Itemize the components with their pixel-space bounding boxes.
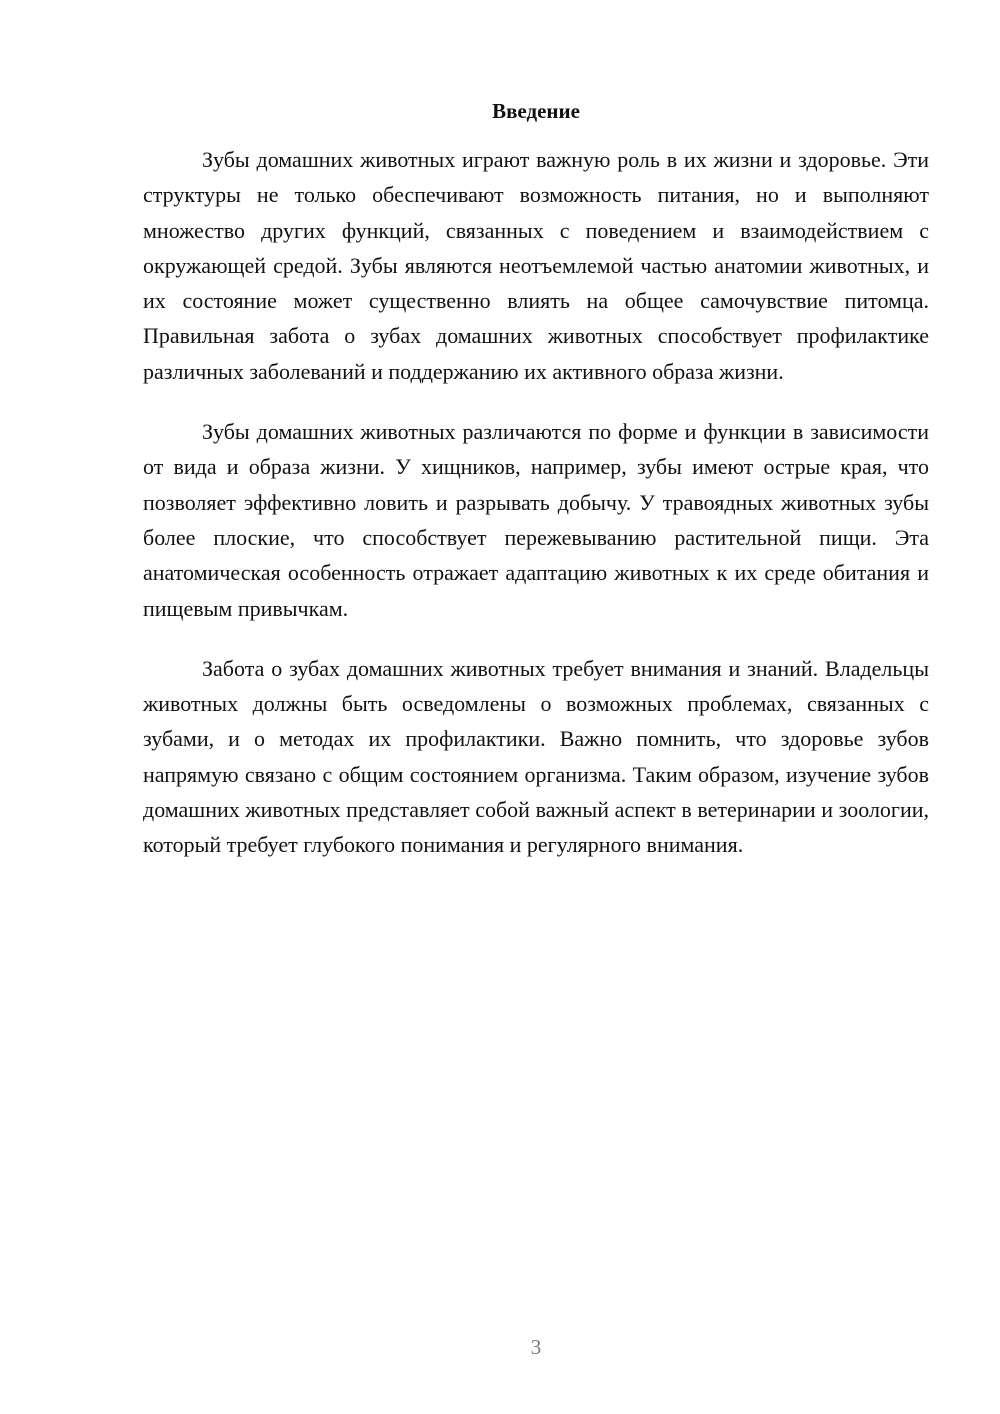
- paragraph-3: Забота о зубах домашних животных требует внимания и знаний. Владельцы животных должны быть осведомлены о возможных проблемах, связанных с зубами, и о методах их профилактики. Важно помнить, что здоровье зубов напрямую связано с общим состоянием организма. Таким образом, изучение зубов домашних животных представляет собой важный аспект в ветеринарии и зоологии, который требует глубокого понимания и регулярного внимания.: [143, 655, 929, 858]
- paragraph-2: Зубы домашних животных различаются по форме и функции в зависимости от вида и образа жизни. У хищников, например, зубы имеют острые края, что позволяет эффективно ловить и разрывать добычу. У травоядных животных зубы более плоские, что способствует пережевыванию растительной пищи. Эта анатомическая особенность отражает адаптацию животных к их среде обитания и пищевым привычкам.: [143, 419, 929, 621]
- body-text: [143, 142, 929, 888]
- paragraph-1: Зубы домашних животных играют важную роль в их жизни и здоровье. Эти структуры не только обеспечивают возможность питания, но и выполняют множество других функций, связанных с поведением и взаимодействием с окружающей средой. Зубы являются неотъемлемой частью анатомии животных, и их состояние может существенно влиять на общее самочувствие питомца. Правильная забота о зубах домашних животных способствует профилактике различных заболеваний и поддержанию их активного образа жизни.: [143, 147, 929, 384]
- page-number: 3: [530, 1335, 542, 1359]
- section-heading: Введение: [492, 99, 580, 123]
